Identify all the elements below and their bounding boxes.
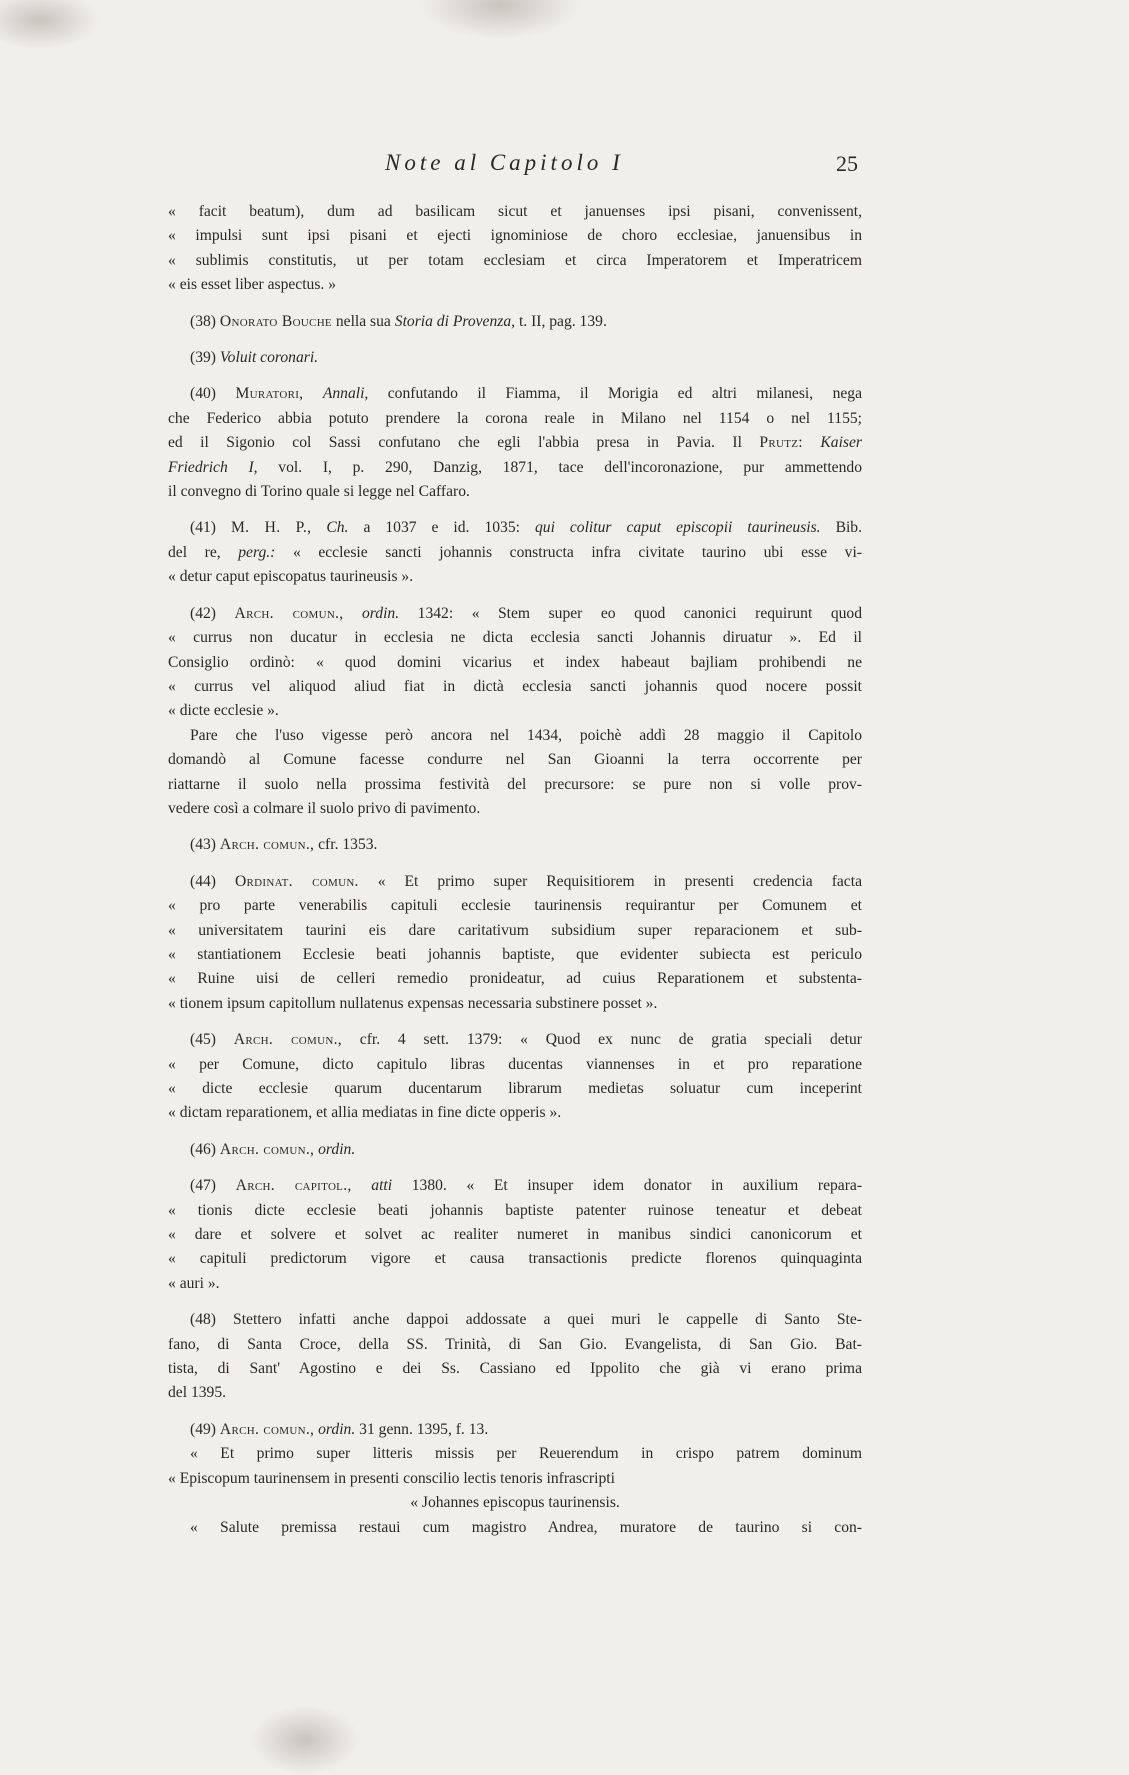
text-line: (45) Arch. comun., cfr. 4 sett. 1379: « Quod ex nunc de gratia speciali detur xyxy=(190,1031,863,1049)
text-line: (47) Arch. capitol., atti 1380. « Et insuper idem donator in auxilium repara- xyxy=(190,1177,863,1195)
text-line: (49) Arch. comun., ordin. 31 genn. 1395, f. 13. xyxy=(190,1420,489,1438)
text-line: fano, di Santa Croce, della SS. Trinità, di San Gio. Evangelista, di San Gio. Bat- xyxy=(168,1335,862,1353)
note-48 xyxy=(168,1308,862,1406)
text-line: « Salute premissa restaui cum magistro Andrea, muratore de taurino si con- xyxy=(190,1518,862,1536)
text-line: « currus non ducatur in ecclesia ne dicta ecclesia sancti Johannis diruatur ». Ed il xyxy=(168,629,862,647)
note-46: (46) Arch. comun., ordin. xyxy=(190,1140,356,1158)
text-line: « impulsi sunt ipsi pisani et ejecti ignominiose de choro ecclesiae, januensibus in xyxy=(168,227,862,245)
text-line: Friedrich I, vol. I, p. 290, Danzig, 1871, tace dell'incoronazione, pur ammettendo xyxy=(168,458,862,476)
note-44 xyxy=(168,870,862,1016)
text-line: « facit beatum), dum ad basilicam sicut et januenses ipsi pisani, convenissent, xyxy=(168,203,862,220)
text-line: riattarne il suolo nella prossima festività del precursore: se pure non si volle prov- xyxy=(168,775,862,793)
text-line: (44) Ordinat. comun. « Et primo super Requisitiorem in presenti credencia facta xyxy=(190,872,862,890)
text-line: « dare et solvere et solvet ac realiter numeret in manibus sindici canonicorum et xyxy=(168,1226,862,1244)
text-line: « capituli predictorum vigore et causa transactionis predicte florenos quinquaginta xyxy=(168,1250,862,1268)
text-line: il convegno di Torino quale si legge nel Caffaro. xyxy=(168,483,470,501)
note-39: (39) Voluit coronari. xyxy=(190,349,319,367)
paper-stain xyxy=(0,0,100,50)
text-line: « tionem ipsum capitollum nullatenus expensas necessaria substinere posset ». xyxy=(168,994,658,1012)
note-49 xyxy=(168,1418,862,1540)
paper-stain xyxy=(250,1705,360,1775)
text-line: (42) Arch. comun., ordin. 1342: « Stem super eo quod canonici requirunt quod xyxy=(190,604,863,622)
text-line: « Johannes episcopus taurinensis. xyxy=(410,1494,620,1512)
text-line: (48) Stettero infatti anche dappoi addossate a quei muri le cappelle di Santo Ste- xyxy=(190,1311,862,1329)
note-47 xyxy=(168,1174,862,1296)
paper-stain xyxy=(420,0,580,40)
text-line: « eis esset liber aspectus. » xyxy=(168,276,337,294)
text-line: vedere così a colmare il suolo privo di pavimento. xyxy=(168,799,481,817)
text-line: (41) M. H. P., Ch. a 1037 e id. 1035: qui colitur caput episcopii taurineusis. Bib. xyxy=(190,519,863,537)
running-title: Note al Capitolo I xyxy=(385,150,624,175)
note-43: (43) Arch. comun., cfr. 1353. xyxy=(190,836,378,854)
text-line: « dicte ecclesie quarum ducentarum librarum medietas soluatur cum inceperint xyxy=(168,1080,862,1097)
text-line: domandò al Comune facesse condurre nel San Gioanni la terra occorrente per xyxy=(168,751,862,769)
note-37-continuation xyxy=(168,200,862,298)
note-45 xyxy=(168,1028,862,1126)
text-line: « stantiationem Ecclesie beati johannis baptiste, que evidenter subiecta est periculo xyxy=(168,945,862,963)
note-41 xyxy=(168,516,862,589)
note-38: (38) Onorato Bouche nella sua Storia di Provenza, t. II, pag. 139. xyxy=(190,312,607,330)
page-header xyxy=(0,150,1129,184)
text-line: « per Comune, dicto capitulo libras ducentas viannenses in et pro reparatione xyxy=(168,1055,862,1073)
text-line: « pro parte venerabilis capituli ecclesie taurinensis requirantur per Comunem et xyxy=(168,897,862,915)
text-line: « dicte ecclesie ». xyxy=(168,702,279,720)
text-line: « detur caput episcopatus taurineusis ». xyxy=(168,568,414,586)
text-line: « auri ». xyxy=(168,1274,220,1292)
text-line: tista, di Sant' Agostino e dei Ss. Cassiano ed Ippolito che già vi erano prima xyxy=(168,1360,862,1378)
text-line: Consiglio ordinò: « quod domini vicarius et index habeaut bajliam prohibendi ne xyxy=(168,653,862,671)
note-40 xyxy=(168,382,862,504)
notes-body xyxy=(168,200,862,1540)
text-line: del re, perg.: « ecclesie sancti johannis constructa infra civitate taurino ubi esse vi- xyxy=(168,543,862,561)
text-line: « dictam reparationem, et allia mediatas in fine dicte opperis ». xyxy=(168,1104,562,1122)
text-line: (40) Muratori, Annali, confutando il Fiamma, il Morigia ed altri milanesi, nega xyxy=(190,385,863,403)
text-line: « sublimis constitutis, ut per totam ecclesiam et circa Imperatorem et Imperatricem xyxy=(168,251,862,269)
text-line: ed il Sigonio col Sassi confutano che egli l'abbia presa in Pavia. Il Prutz: Kaiser xyxy=(168,434,862,452)
text-line: « currus vel aliquod aliud fiat in dictà ecclesia sancti johannis quod nocere possit xyxy=(168,677,862,695)
text-line: « Ruine uisi de celleri remedio pronideatur, ad cuius Reparationem et substenta- xyxy=(168,970,862,988)
page-number: 25 xyxy=(836,151,858,176)
text-line: « universitatem taurini eis dare caritativum subsidium super reparacionem et sub- xyxy=(168,921,862,939)
note-42 xyxy=(168,602,862,822)
text-line: del 1395. xyxy=(168,1384,227,1402)
text-line: che Federico abbia potuto prendere la corona reale in Milano nel 1154 o nel 1155; xyxy=(168,409,862,427)
text-line: « Et primo super litteris missis per Reuerendum in crispo patrem dominum xyxy=(190,1445,862,1463)
text-line: Pare che l'uso vigesse però ancora nel 1434, poichè addì 28 maggio il Capitolo xyxy=(190,726,862,744)
text-line: « Episcopum taurinensem in presenti conscilio lectis tenoris infrascripti xyxy=(168,1469,615,1487)
text-line: « tionis dicte ecclesie beati johannis baptiste patenter ruinose teneatur et debeat xyxy=(168,1201,862,1219)
